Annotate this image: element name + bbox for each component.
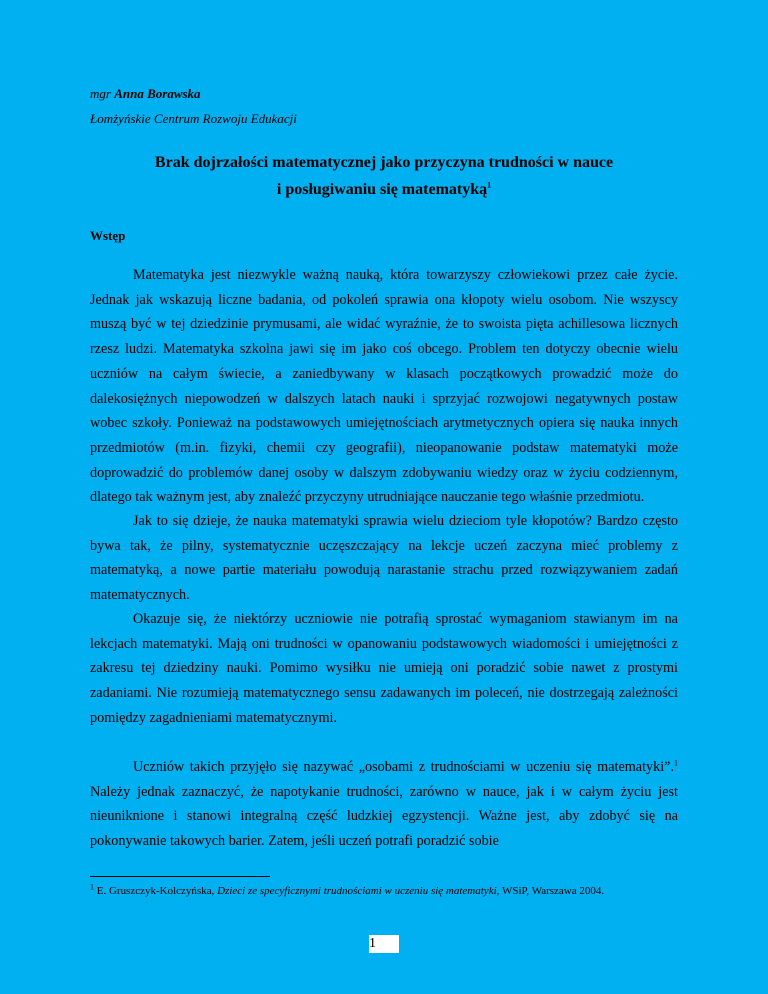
footnote-number: 1 — [90, 882, 94, 892]
institution: Łomżyńskie Centrum Rozwoju Edukacji — [90, 111, 297, 126]
footnote-work-title: Dzieci ze specyficznymi trudnościami w uczeniu się matematyki — [217, 885, 497, 897]
author-prefix: mgr — [90, 86, 115, 101]
title-footnote-ref[interactable]: 1 — [487, 180, 492, 190]
section-heading: Wstęp — [90, 228, 126, 243]
author-name: Anna Borawska — [114, 86, 201, 101]
footnote-separator — [90, 876, 270, 877]
paragraph-4-text-b: Należy jednak zaznaczyć, że napotykanie trudności, zarówno w nauce, jak i w całym życiu jest nieuniknione i stanowi integralną część ludzkiej egzystencji. Ważne jest, aby zdobyć się na pokonywanie takowych barier. Zatem, jeśli uczeń potrafi poradzić sobie — [90, 783, 678, 850]
footnote-author: E. Gruszczyk-Kolczyńska, — [94, 885, 218, 897]
paragraph-4-text-a: Uczniów takich przyjęło się nazywać „osobami z trudnościami w uczeniu się matematyki”. — [133, 759, 674, 775]
document-title-line-2 — [0, 181, 768, 199]
paragraph-footnote-ref[interactable]: 1 — [674, 758, 678, 768]
document-title-text: i posługiwaniu się matematyką — [276, 181, 488, 198]
paragraph-4 — [90, 755, 678, 854]
paragraph-3: Okazuje się, że niektórzy uczniowie nie potrafią sprostać wymaganiom stawianym im na lekcjach matematyki. Mają oni trudności w opanowaniu podstawowych wiadomości i umiejętności z zakresu tej dziedziny nauki. Pomimo wysiłku nie umieją oni poradzić sobie nawet z prostymi zadaniami. Nie rozumieją matematycznego sensu zadawanych im poleceń, nie dostrzegają zależności pomiędzy zagadnieniami matematycznymi. — [90, 611, 678, 726]
paragraph-2: Jak to się dzieje, że nauka matematyki sprawia wielu dzieciom tyle kłopotów? Bardzo często bywa tak, że pilny, systematycznie uczęszczający na lekcje uczeń zaczyna mieć problemy z matematyką, a nowe partie materiału powodują narastanie strachu przed rozwiązywaniem zadań matematycznych. — [90, 513, 678, 604]
footnote-publisher: , WSiP, Warszawa 2004. — [496, 885, 605, 897]
page-number: 1 — [369, 935, 399, 953]
footnote — [90, 884, 670, 898]
document-title-line-1: Brak dojrzałości matematycznej jako przyczyna trudności w nauce — [154, 154, 614, 171]
paragraph-1: Matematyka jest niezwykle ważną nauką, która towarzyszy człowiekowi przez całe życie. Jednak jak wskazują liczne badania, od pokoleń sprawia ona kłopoty wielu osobom. Nie wszyscy muszą być w tej dziedzinie prymusami, ale widać wyraźnie, że to swoista pięta achillesowa licznych rzesz ludzi. Matematyka szkolna jawi się im jako coś obcego. Problem ten dotyczy obecnie wielu uczniów na całym świecie, a zaniedbywany w klasach początkowych prowadzić może do dalekosiężnych niepowodzeń w dalszych latach nauki i sprzyjać rozwojowi negatywnych postaw wobec szkoły. Ponieważ na podstawowych umiejętnościach arytmetycznych opiera się nauka innych przedmiotów (m.in. fizyki, chemii czy geografii), nieopanowanie podstaw matematyki może doprowadzić do problemów danej osoby w dalszym zdobywaniu wiedzy oraz w życiu codziennym, dlatego tak ważnym jest, aby znaleźć przyczyny utrudniające nauczanie tego właśnie przedmiotu. — [90, 267, 678, 506]
author-line — [90, 86, 201, 102]
